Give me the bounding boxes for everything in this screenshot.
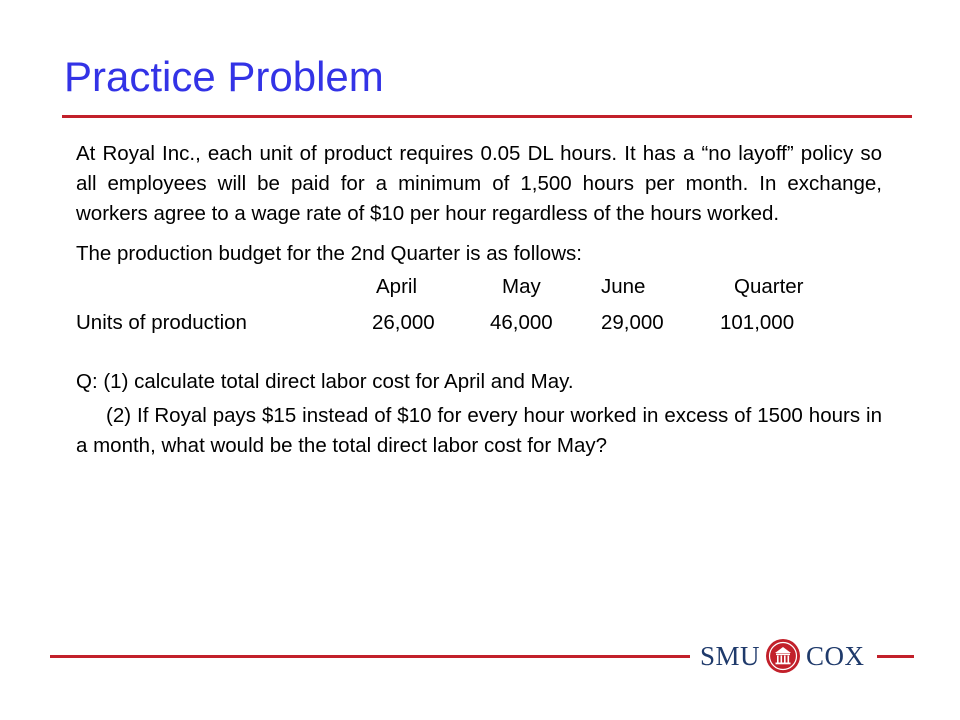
value-quarter: 101,000 (720, 311, 795, 334)
budget-intro: The production budget for the 2nd Quarter is as follows: (76, 242, 582, 265)
logo-text-cox: COX (806, 640, 865, 671)
table-header-row (76, 269, 882, 305)
row-label: Units of production (76, 311, 247, 334)
problem-paragraph: At Royal Inc., each unit of product requires 0.05 DL hours. It has a “no layoff” policy so all employees will be paid for a minimum of 1,500 hours per month. In exchange, workers agree to a wage rate of $10 per hour regardless of the hours worked. (76, 142, 882, 225)
header-june: June (601, 275, 646, 298)
table-data-row (76, 305, 882, 341)
value-april: 26,000 (372, 311, 435, 334)
question-1: Q: (1) calculate total direct labor cost for April and May. (76, 370, 574, 393)
slide-title: Practice Problem (64, 53, 384, 100)
value-june: 29,000 (601, 311, 664, 334)
slide-content (76, 139, 882, 461)
smu-seal-icon (764, 637, 802, 675)
footer-divider-right (877, 655, 914, 658)
header-april: April (376, 275, 418, 298)
header-may: May (502, 275, 541, 298)
question-2: (2) If Royal pays $15 instead of $10 for every hour worked in excess of 1500 hours in a month, what would be the total direct labor cost for May? (76, 404, 882, 457)
header-quarter: Quarter (734, 275, 804, 298)
value-may: 46,000 (490, 311, 553, 334)
logo-text-smu: SMU (700, 640, 761, 671)
title-divider (62, 115, 912, 118)
footer-divider-left (50, 655, 690, 658)
smu-cox-logo (700, 636, 872, 676)
spacer (76, 341, 882, 367)
